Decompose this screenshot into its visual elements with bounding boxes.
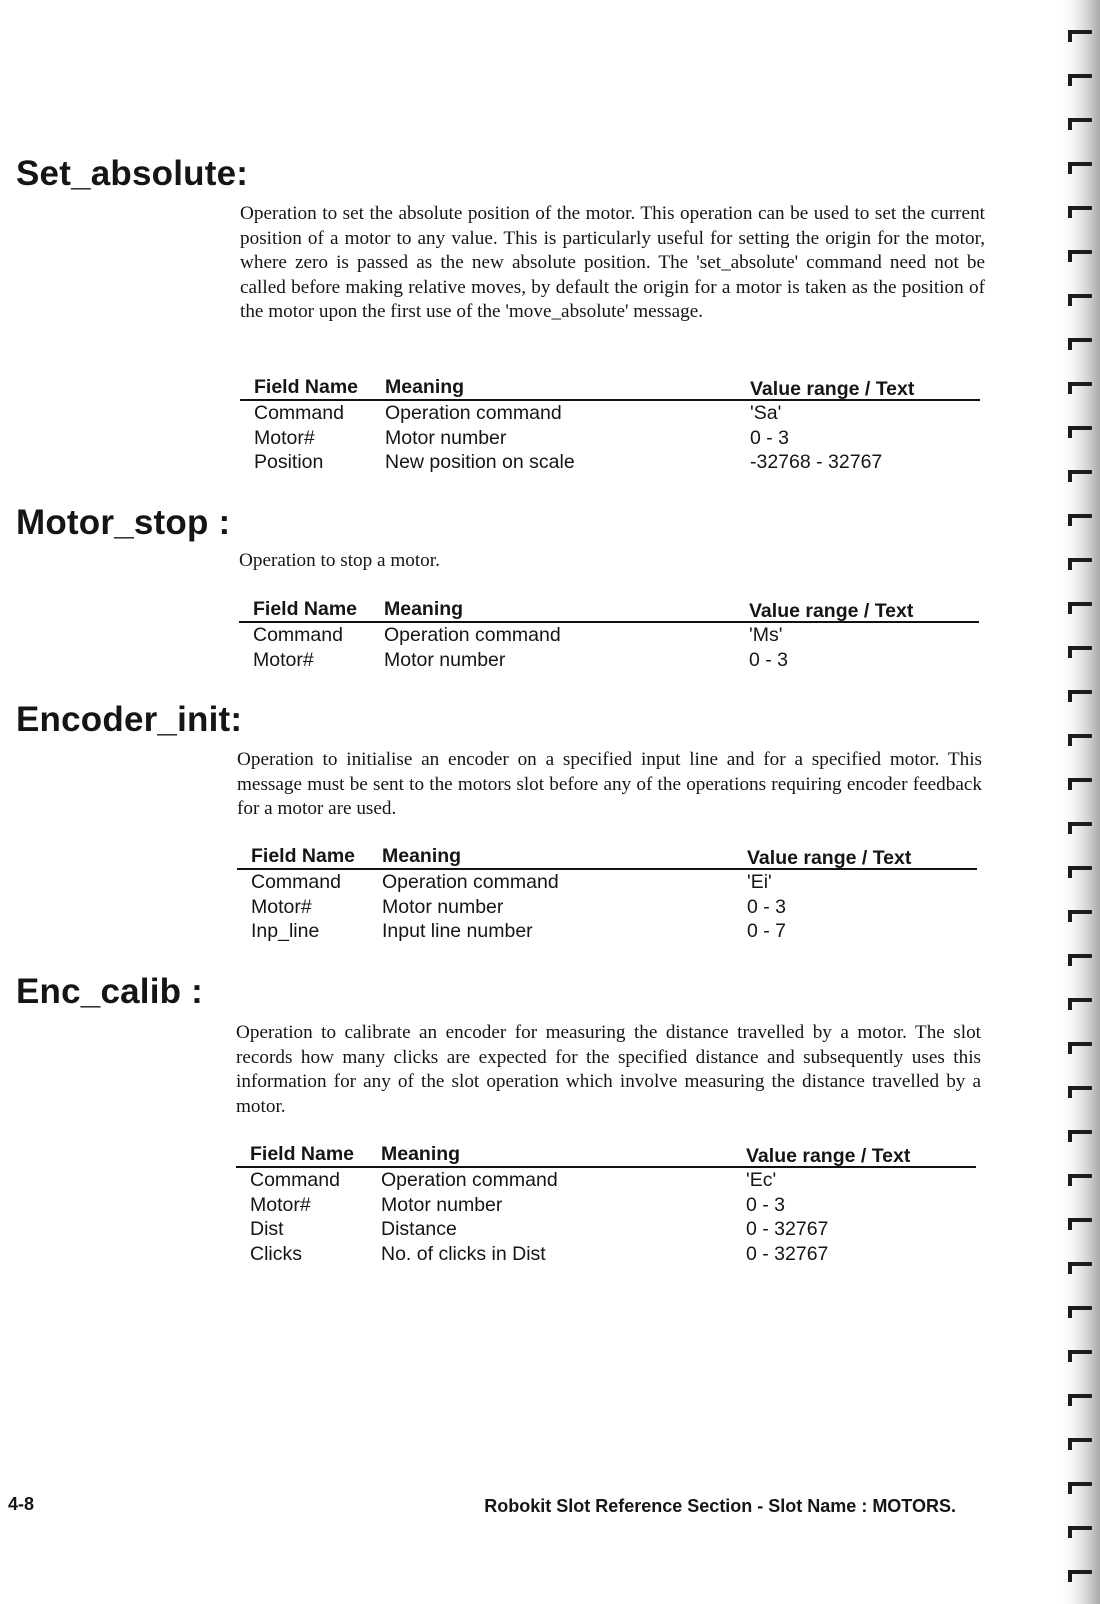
column-header-meaning: Meaning — [382, 845, 747, 869]
field-name-cell: Motor# — [254, 426, 315, 449]
value-range-cell: 0 - 32767 — [746, 1218, 829, 1241]
column-header-field-name: Field Name — [250, 1143, 381, 1167]
section-heading-motor-stop: Motor_stop : — [16, 503, 231, 542]
running-footer-title: Robokit Slot Reference Section - Slot Name : MOTORS. — [484, 1496, 956, 1516]
table-row — [239, 648, 979, 673]
section-heading-set-absolute: Set_absolute: — [16, 154, 249, 193]
binding-loop — [1068, 1482, 1092, 1494]
binding-loop — [1068, 162, 1092, 174]
binding-loop — [1068, 74, 1092, 86]
column-header-meaning: Meaning — [384, 598, 749, 622]
value-range-cell: 'Ei' — [747, 871, 772, 893]
binding-loop — [1068, 1174, 1092, 1186]
field-name-cell: Command — [253, 624, 343, 646]
field-name-cell: Motor# — [253, 648, 314, 671]
binding-loop — [1068, 1042, 1092, 1054]
section-description-motor-stop: Operation to stop a motor. — [239, 550, 440, 571]
binding-loop — [1068, 1306, 1092, 1318]
binding-loop — [1068, 1438, 1092, 1450]
field-name-cell: Clicks — [250, 1242, 302, 1265]
meaning-cell: Motor number — [384, 648, 506, 671]
value-range-cell: 'Ec' — [746, 1169, 777, 1191]
field-table-enc-calib — [236, 1143, 976, 1266]
binding-loop — [1068, 558, 1092, 570]
spiral-binding — [1062, 0, 1100, 1604]
column-header-field-name: Field Name — [254, 376, 385, 400]
column-header-value-range: Value range / Text — [746, 1145, 976, 1169]
binding-loop — [1068, 1350, 1092, 1362]
binding-loop — [1068, 1218, 1092, 1230]
field-name-cell: Position — [254, 451, 324, 474]
binding-loop — [1068, 382, 1092, 394]
binding-loop — [1068, 822, 1092, 834]
value-range-cell: 0 - 32767 — [746, 1242, 829, 1265]
section-heading-enc-calib: Enc_calib : — [16, 972, 203, 1011]
binding-loop — [1068, 734, 1092, 746]
field-name-cell: Motor# — [250, 1193, 311, 1216]
binding-loop — [1068, 30, 1092, 42]
column-header-meaning: Meaning — [381, 1143, 746, 1167]
field-name-cell: Dist — [250, 1218, 284, 1241]
binding-loop — [1068, 338, 1092, 350]
field-table-motor-stop — [239, 598, 979, 672]
field-table-set-absolute — [240, 376, 980, 475]
meaning-cell: Motor number — [382, 895, 504, 918]
binding-loop — [1068, 602, 1092, 614]
meaning-cell: No. of clicks in Dist — [381, 1242, 546, 1265]
binding-loop — [1068, 910, 1092, 922]
binding-loop — [1068, 1130, 1092, 1142]
meaning-cell: Motor number — [385, 426, 507, 449]
binding-loop — [1068, 294, 1092, 306]
binding-loop — [1068, 470, 1092, 482]
section-heading-encoder-init: Encoder_init: — [16, 700, 243, 739]
section-description-set-absolute: Operation to set the absolute position of the motor. This operation can be used to set the current position of a motor to any value. This is particularly useful for setting the origin for the motor, where zero is passed as the new absolute position. The 'set_absolute' command need not be called before making relative moves, by default the origin for a motor is taken as the position of the motor upon the first use of the 'move_absolute' message. — [240, 203, 985, 323]
column-header-field-name: Field Name — [253, 598, 384, 622]
meaning-cell: Operation command — [384, 624, 561, 646]
binding-loop — [1068, 1262, 1092, 1274]
section-description-enc-calib: Operation to calibrate an encoder for measuring the distance travelled by a motor. The slot records how many clicks are expected for the specified distance and subsequently uses this information for any of the slot operation which involve measuring the distance travelled by a motor. — [236, 1022, 981, 1117]
meaning-cell: New position on scale — [385, 451, 575, 474]
value-range-cell: 0 - 3 — [746, 1193, 786, 1216]
table-row — [237, 895, 977, 920]
table-row — [240, 426, 980, 451]
column-header-value-range: Value range / Text — [747, 847, 977, 871]
column-header-value-range: Value range / Text — [750, 378, 980, 402]
meaning-cell: Operation command — [382, 871, 559, 893]
table-row — [236, 1217, 976, 1242]
field-name-cell: Inp_line — [251, 920, 320, 943]
binding-loop — [1068, 954, 1092, 966]
table-row — [237, 919, 977, 944]
binding-loop — [1068, 1394, 1092, 1406]
binding-loop — [1068, 1526, 1092, 1538]
page-number: 4-8 — [8, 1494, 35, 1514]
meaning-cell: Distance — [381, 1218, 457, 1241]
table-row — [237, 869, 977, 895]
table-row — [236, 1167, 976, 1193]
value-range-cell: 0 - 3 — [747, 895, 787, 918]
value-range-cell: 'Ms' — [749, 624, 783, 646]
binding-loop — [1068, 646, 1092, 658]
table-header-row — [239, 598, 979, 622]
meaning-cell: Operation command — [385, 402, 562, 424]
binding-loop — [1068, 778, 1092, 790]
binding-loop — [1068, 1086, 1092, 1098]
meaning-cell: Operation command — [381, 1169, 558, 1191]
table-row — [240, 400, 980, 426]
table-header-row — [236, 1143, 976, 1167]
meaning-cell: Motor number — [381, 1193, 503, 1216]
field-table-encoder-init — [237, 845, 977, 944]
section-description-encoder-init: Operation to initialise an encoder on a specified input line and for a specified motor. This message must be sent to the motors slot before any of the operations requiring encoder feedback for a motor are used. — [237, 749, 982, 820]
table-header-row — [240, 376, 980, 400]
value-range-cell: 0 - 7 — [747, 920, 787, 943]
binding-loop — [1068, 426, 1092, 438]
binding-loop — [1068, 998, 1092, 1010]
binding-loop — [1068, 690, 1092, 702]
table-row — [240, 450, 980, 475]
binding-loop — [1068, 206, 1092, 218]
table-header-row — [237, 845, 977, 869]
field-name-cell: Command — [251, 871, 341, 893]
binding-loop — [1068, 514, 1092, 526]
value-range-cell: 'Sa' — [750, 402, 782, 424]
binding-loop — [1068, 866, 1092, 878]
table-row — [236, 1193, 976, 1218]
table-row — [236, 1242, 976, 1267]
field-name-cell: Command — [254, 402, 344, 424]
value-range-cell: 0 - 3 — [750, 426, 790, 449]
binding-loop — [1068, 1570, 1092, 1582]
table-row — [239, 622, 979, 648]
field-name-cell: Motor# — [251, 895, 312, 918]
binding-loop — [1068, 250, 1092, 262]
value-range-cell: 0 - 3 — [749, 648, 789, 671]
column-header-value-range: Value range / Text — [749, 600, 979, 624]
meaning-cell: Input line number — [382, 920, 533, 943]
binding-loop — [1068, 118, 1092, 130]
value-range-cell: -32768 - 32767 — [750, 451, 883, 474]
column-header-meaning: Meaning — [385, 376, 750, 400]
column-header-field-name: Field Name — [251, 845, 382, 869]
field-name-cell: Command — [250, 1169, 340, 1191]
